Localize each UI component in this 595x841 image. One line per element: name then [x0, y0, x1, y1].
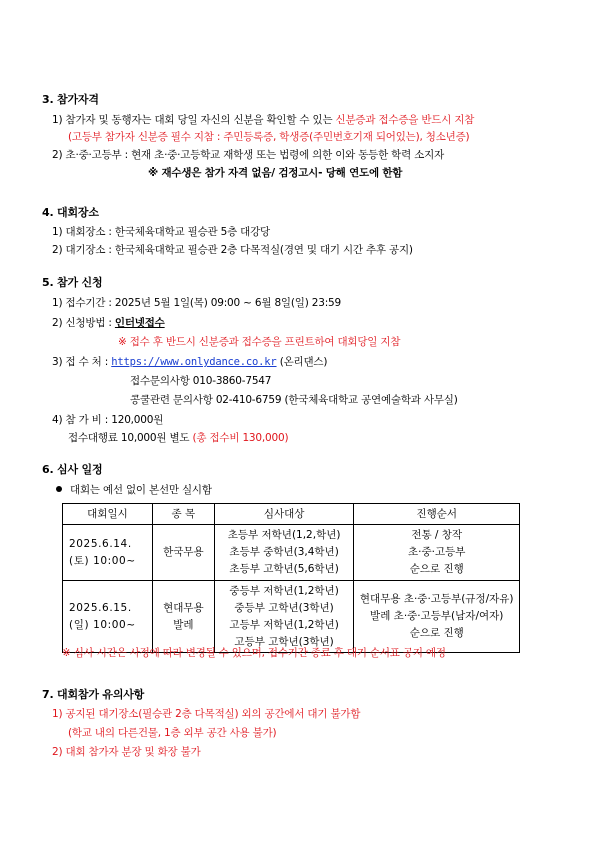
row1-date-1: 2025.6.14. [69, 537, 132, 550]
row2-event [152, 581, 214, 653]
s5-method-label: 2) 신청방법 : [52, 317, 112, 329]
s5-agency-text: 접수대행료 10,000원 별도 [68, 432, 190, 444]
s3-line-1-red: 신분증과 접수증을 반드시 지참 [335, 114, 475, 126]
bullet-icon [56, 486, 62, 492]
s6-note: ※ 심사 시간은 사정에 따라 변경될 수 있으며, 접수기간 종료 후 대기 순서표 공지 예정 [62, 647, 446, 659]
row1-order-2: 초·중·고등부 [408, 546, 466, 558]
s7-line-2: (학교 내의 다른건물, 1층 외부 공간 사용 불가) [68, 727, 277, 739]
s5-fee: 4) 참 가 비 : 120,000원 [52, 414, 164, 426]
row2-order-2: 발레 초·중·고등부(남자/여자) [370, 610, 504, 622]
s5-office-label: 3) 접 수 처 : [52, 356, 109, 368]
section-6-title: 6. 심사 일정 [42, 463, 103, 476]
s3-note: ※ 재수생은 참가 자격 없음/ 검정고시- 당해 연도에 한함 [148, 167, 403, 179]
schedule-table [62, 503, 520, 653]
section-3-title: 3. 참가자격 [42, 93, 99, 106]
s3-line-3: 2) 초·중·고등부 : 현재 초·중·고등학교 재학생 또는 법령에 의한 이와 동등한 학력 소지자 [52, 149, 445, 161]
row2-event-1: 현대무용 [163, 601, 204, 614]
table-row [63, 581, 520, 653]
row2-target-4: 고등부 고학년(3학년) [234, 635, 334, 648]
s6-bullet-text: 대회는 예선 없이 본선만 실시함 [70, 484, 212, 496]
s4-line-2: 2) 대기장소 : 한국체육대학교 필승관 2층 다목적실(경연 및 대기 시간 추후 공지) [52, 244, 413, 256]
s5-agency [68, 431, 288, 445]
row2-target-2: 중등부 고학년(3학년) [234, 601, 334, 614]
header-date: 대회일시 [63, 504, 153, 525]
s5-office [52, 355, 327, 369]
table-header-row [63, 504, 520, 525]
row2-order-1: 현대무용 초·중·고등부(규정/자유) [359, 593, 514, 605]
s5-method-note: ※ 접수 후 반드시 신분증과 접수증을 프린트하여 대회당일 지참 [118, 336, 401, 348]
header-target: 심사대상 [214, 504, 354, 525]
s5-method-value: 인터넷접수 [114, 317, 165, 329]
s5-office-name: (온리댄스) [279, 356, 328, 368]
table-row [63, 525, 520, 581]
row2-target-3: 고등부 저학년(1,2학년) [229, 618, 339, 631]
s5-agency-total: (총 접수비 130,000) [192, 432, 289, 444]
s3-line-2: (고등부 참가자 신분증 필수 지참 : 주민등록증, 학생증(주민번호기재 되어있는), 청소년증) [68, 131, 470, 143]
row1-target-3: 초등부 고학년(5,6학년) [229, 563, 339, 575]
row1-order-3: 순으로 진행 [409, 563, 464, 575]
s7-line-3: 2) 대회 참가자 분장 및 화장 불가 [52, 746, 201, 758]
onlydance-link[interactable]: https://www.onlydance.co.kr [111, 356, 277, 368]
s7-line-1: 1) 공지된 대기장소(필승관 2층 다목적실) 외의 공간에서 대기 불가함 [52, 708, 361, 720]
s6-bullet-line [56, 483, 212, 497]
section-4-title: 4. 대회장소 [42, 206, 99, 219]
header-event: 종 목 [152, 504, 214, 525]
row2-date-1: 2025.6.15. [69, 601, 132, 614]
row1-date-2: (토) 10:00~ [69, 554, 136, 567]
row2-target-1: 중등부 저학년(1,2학년) [229, 584, 339, 597]
s4-line-1: 1) 대회장소 : 한국체육대학교 필승관 5층 대강당 [52, 226, 270, 238]
row1-order-1: 전통 / 창작 [411, 529, 463, 541]
row1-order [354, 525, 520, 581]
section-7-title: 7. 대회참가 유의사항 [42, 688, 145, 701]
row1-event: 한국무용 [152, 525, 214, 581]
row2-order [354, 581, 520, 653]
row2-date [63, 581, 153, 653]
row1-target [214, 525, 354, 581]
section-5-title: 5. 참가 신청 [42, 276, 103, 289]
header-order: 진행순서 [354, 504, 520, 525]
s3-line-1 [52, 113, 474, 127]
row2-event-2: 발레 [173, 618, 194, 631]
row1-target-2: 초등부 중학년(3,4학년) [229, 546, 339, 558]
s5-period: 1) 접수기간 : 2025년 5월 1일(목) 09:00 ~ 6월 8일(일) 23:59 [52, 297, 342, 309]
row1-date [63, 525, 153, 581]
s5-contact-2: 콩쿨관련 문의사항 02-410-6759 (한국체육대학교 공연예술학과 사무실) [130, 394, 458, 406]
s5-method [52, 316, 165, 330]
s3-line-1-text: 1) 참가자 및 동행자는 대회 당일 자신의 신분을 확인할 수 있는 [52, 114, 333, 126]
row1-target-1: 초등부 저학년(1,2,학년) [227, 529, 341, 541]
s5-contact-1: 접수문의사항 010-3860-7547 [130, 375, 272, 387]
row2-target [214, 581, 354, 653]
row2-order-3: 순으로 진행 [409, 627, 464, 639]
row2-date-2: (일) 10:00~ [69, 618, 136, 631]
